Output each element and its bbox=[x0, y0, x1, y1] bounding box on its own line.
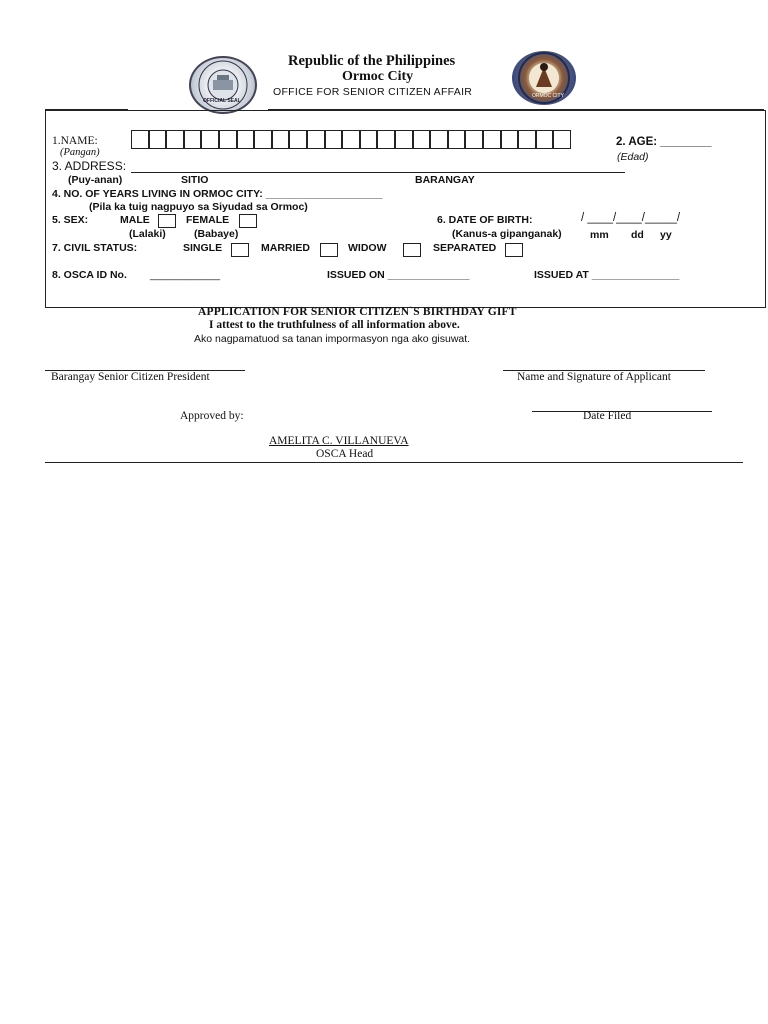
address-label: 3. ADDRESS: bbox=[52, 159, 127, 173]
frame-left-extension bbox=[45, 109, 128, 110]
approved-by-label: Approved by: bbox=[180, 410, 244, 422]
date-filed-label: Date Filed bbox=[583, 410, 632, 422]
name-char-box[interactable] bbox=[149, 130, 167, 149]
osca-field[interactable]: ____________ bbox=[150, 269, 221, 281]
ormoc-city-seal-left bbox=[189, 56, 257, 114]
osca-label: 8. OSCA ID No. bbox=[52, 269, 127, 281]
name-char-box[interactable] bbox=[430, 130, 448, 149]
name-char-box[interactable] bbox=[501, 130, 519, 149]
female-label: FEMALE bbox=[186, 214, 230, 226]
dob-field[interactable]: / ____/____/_____/ bbox=[581, 212, 681, 224]
name-char-box[interactable] bbox=[307, 130, 325, 149]
header-office: OFFICE FOR SENIOR CITIZEN AFFAIR bbox=[273, 86, 473, 98]
name-char-box[interactable] bbox=[377, 130, 395, 149]
applicant-label: Name and Signature of Applicant bbox=[517, 371, 671, 383]
dob-yy: yy bbox=[660, 229, 672, 241]
attest-local-text: Ako nagpamatuod sa tanan impormasyon nga ako gisuwat. bbox=[194, 333, 471, 345]
header-city: Ormoc City bbox=[342, 69, 414, 84]
dob-mm: mm bbox=[590, 229, 609, 241]
name-char-box[interactable] bbox=[272, 130, 290, 149]
attest-text: I attest to the truthfulness of all information above. bbox=[209, 319, 460, 331]
male-sub: (Lalaki) bbox=[129, 228, 166, 240]
name-sub: (Pangan) bbox=[60, 147, 100, 158]
age-sub: (Edad) bbox=[617, 151, 649, 163]
issued-at-field[interactable]: ISSUED AT _______________ bbox=[534, 269, 680, 281]
name-char-box[interactable] bbox=[465, 130, 483, 149]
age-label: 2. AGE: ________ bbox=[616, 136, 712, 148]
address-line[interactable] bbox=[131, 172, 625, 173]
name-char-box[interactable] bbox=[483, 130, 501, 149]
osca-head-name: AMELITA C. VILLANUEVA bbox=[269, 435, 409, 447]
dob-label: 6. DATE OF BIRTH: bbox=[437, 214, 533, 226]
separated-label: SEPARATED bbox=[433, 242, 497, 254]
name-char-box[interactable] bbox=[237, 130, 255, 149]
osca-head-title: OSCA Head bbox=[316, 448, 374, 460]
bottom-divider bbox=[45, 462, 743, 463]
issued-on-field[interactable]: ISSUED ON ______________ bbox=[327, 269, 470, 281]
years-sub: (Pila ka tuig nagpuyo sa Siyudad sa Ormoc) bbox=[89, 201, 308, 213]
address-sub-sitio: SITIO bbox=[181, 174, 209, 186]
name-char-box[interactable] bbox=[536, 130, 554, 149]
address-sub-puyanan: (Puy-anan) bbox=[68, 174, 123, 186]
single-checkbox[interactable] bbox=[231, 243, 249, 257]
years-label[interactable]: 4. NO. OF YEARS LIVING IN ORMOC CITY: ____________________ bbox=[52, 188, 383, 200]
name-char-box[interactable] bbox=[360, 130, 378, 149]
name-char-box[interactable] bbox=[131, 130, 149, 149]
widow-label: WIDOW bbox=[348, 242, 387, 254]
male-label: MALE bbox=[120, 214, 150, 226]
widow-checkbox[interactable] bbox=[403, 243, 421, 257]
civil-status-label: 7. CIVIL STATUS: bbox=[52, 242, 138, 254]
name-char-box[interactable] bbox=[342, 130, 360, 149]
name-char-box[interactable] bbox=[166, 130, 184, 149]
name-char-box[interactable] bbox=[518, 130, 536, 149]
name-char-box[interactable] bbox=[395, 130, 413, 149]
name-char-box[interactable] bbox=[184, 130, 202, 149]
name-char-box[interactable] bbox=[219, 130, 237, 149]
separated-checkbox[interactable] bbox=[505, 243, 523, 257]
sex-label: 5. SEX: bbox=[52, 214, 89, 226]
address-sub-barangay: BARANGAY bbox=[415, 174, 475, 186]
female-sub: (Babaye) bbox=[194, 228, 239, 240]
name-char-box[interactable] bbox=[448, 130, 466, 149]
application-title: APPLICATION FOR SENIOR CITIZEN`S BIRTHDAY GIFT bbox=[198, 306, 517, 318]
name-char-box[interactable] bbox=[201, 130, 219, 149]
header-republic: Republic of the Philippines bbox=[288, 53, 456, 69]
married-checkbox[interactable] bbox=[320, 243, 338, 257]
barangay-president-label: Barangay Senior Citizen President bbox=[51, 371, 210, 383]
male-checkbox[interactable] bbox=[158, 214, 176, 228]
dob-sub: (Kanus-a gipanganak) bbox=[452, 228, 562, 240]
right-seal-text: ORMOC CITY bbox=[532, 93, 564, 99]
frame-right-extension bbox=[268, 109, 764, 110]
name-char-box[interactable] bbox=[413, 130, 431, 149]
name-label: 1.NAME: bbox=[52, 135, 98, 147]
dob-dd: dd bbox=[631, 229, 644, 241]
married-label: MARRIED bbox=[261, 242, 310, 254]
name-char-box[interactable] bbox=[553, 130, 571, 149]
name-char-box[interactable] bbox=[325, 130, 343, 149]
female-checkbox[interactable] bbox=[239, 214, 257, 228]
single-label: SINGLE bbox=[183, 242, 223, 254]
left-seal-text-bottom: OFFICIAL SEAL bbox=[203, 98, 241, 104]
name-char-box[interactable] bbox=[289, 130, 307, 149]
name-char-box[interactable] bbox=[254, 130, 272, 149]
